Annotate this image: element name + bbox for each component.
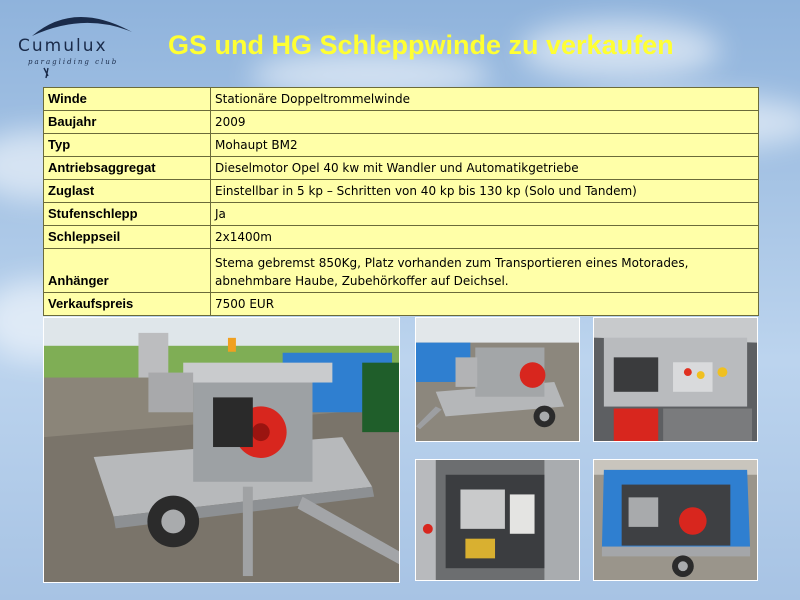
- table-row: [44, 157, 759, 180]
- table-row: [44, 249, 759, 293]
- spec-label: Stufenschlepp: [44, 203, 211, 226]
- covered-winch-photo: [593, 459, 758, 581]
- spec-label: Baujahr: [44, 111, 211, 134]
- winch-photo-side: [415, 317, 580, 442]
- winch-photo-main: [43, 317, 400, 583]
- table-row: [44, 293, 759, 316]
- table-row: [44, 180, 759, 203]
- logo-tagline: paragliding club: [28, 58, 119, 66]
- spec-value: Stationäre Doppeltrommelwinde: [211, 88, 759, 111]
- spec-value: Ja: [211, 203, 759, 226]
- spec-value-line: Stema gebremst 850Kg, Platz vorhanden zum Transportieren eines Motorades,: [215, 256, 689, 270]
- table-row: [44, 203, 759, 226]
- spec-label: Zuglast: [44, 180, 211, 203]
- spec-value: Mohaupt BM2: [211, 134, 759, 157]
- spec-value-line: abnehmbare Haube, Zubehörkoffer auf Deichsel.: [215, 274, 509, 288]
- spec-value: 7500 EUR: [211, 293, 759, 316]
- page-title: GS und HG Schleppwinde zu verkaufen: [168, 30, 674, 60]
- spec-value: [211, 249, 759, 293]
- spec-value: 2009: [211, 111, 759, 134]
- spec-label: Typ: [44, 134, 211, 157]
- spec-value: Einstellbar in 5 kp – Schritten von 40 kp bis 130 kp (Solo und Tandem): [211, 180, 759, 203]
- logo-name: Cumulux: [18, 36, 108, 56]
- spec-label: Anhänger: [44, 249, 211, 293]
- spec-label: Verkaufspreis: [44, 293, 211, 316]
- spec-label: Schleppseil: [44, 226, 211, 249]
- spec-label: Antriebsaggregat: [44, 157, 211, 180]
- spec-table: [43, 87, 759, 316]
- engine-photo: [415, 459, 580, 581]
- table-row: [44, 111, 759, 134]
- table-row: [44, 88, 759, 111]
- table-row: [44, 134, 759, 157]
- spec-value: 2x1400m: [211, 226, 759, 249]
- cumulux-logo: [14, 6, 144, 90]
- spec-value: Dieselmotor Opel 40 kw mit Wandler und Automatikgetriebe: [211, 157, 759, 180]
- control-panel-photo: [593, 317, 758, 442]
- spec-label: Winde: [44, 88, 211, 111]
- table-row: [44, 226, 759, 249]
